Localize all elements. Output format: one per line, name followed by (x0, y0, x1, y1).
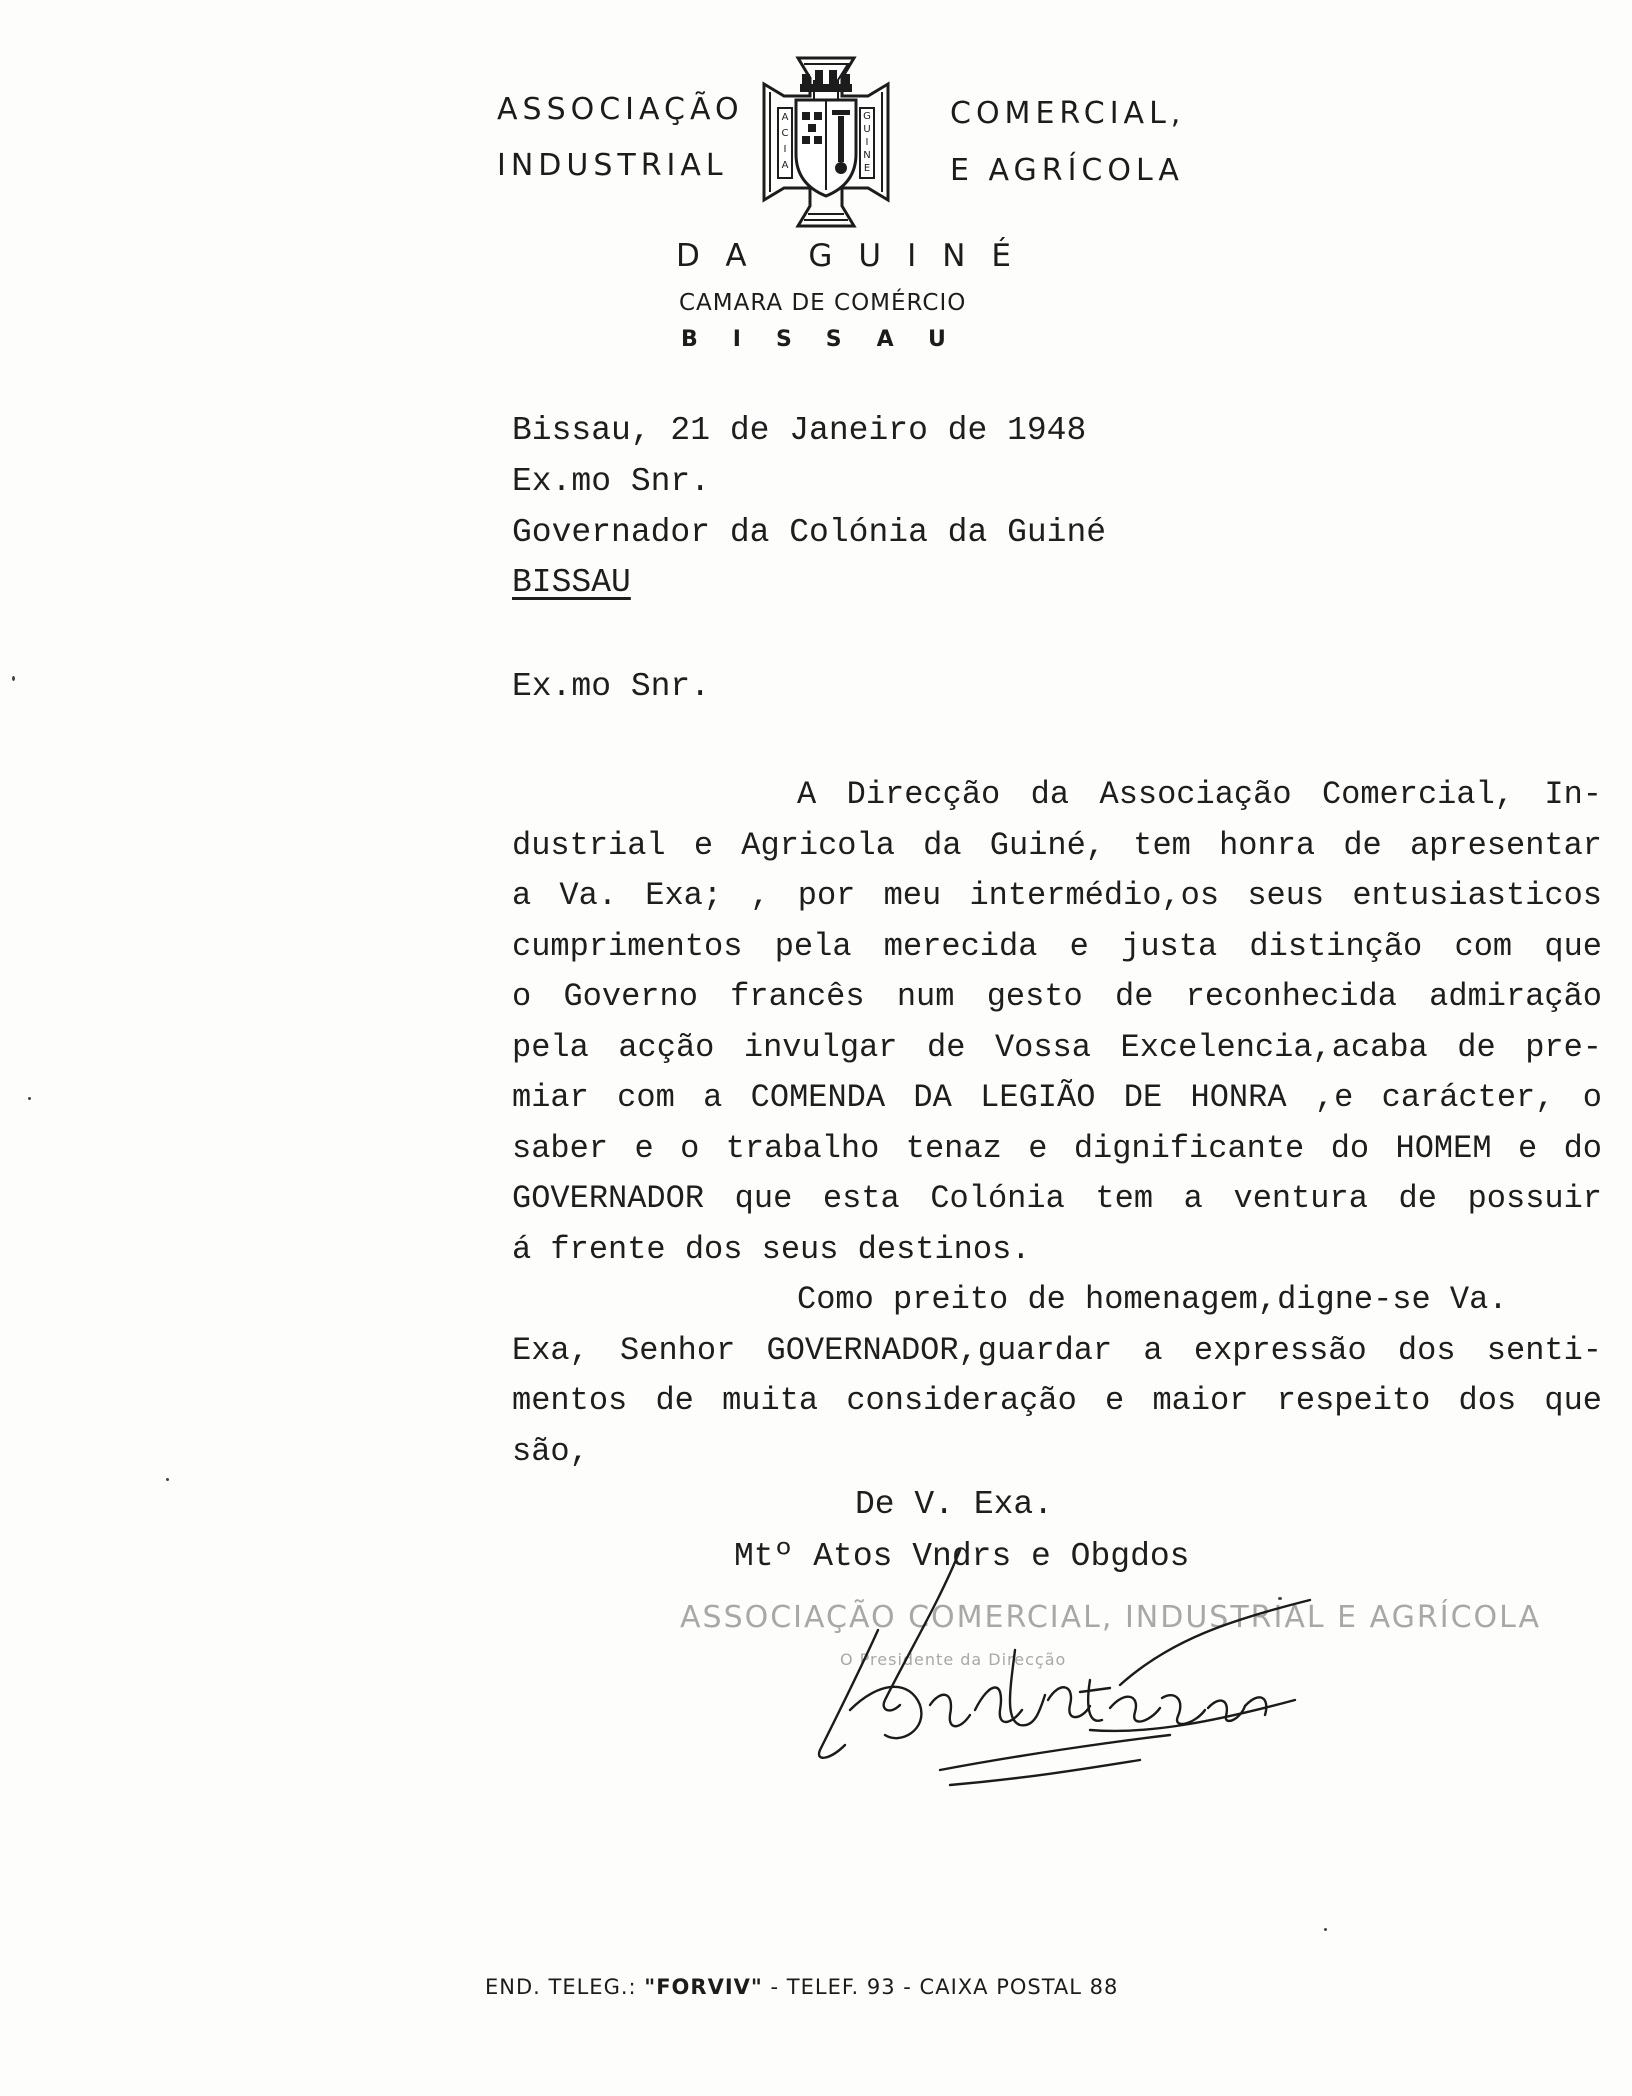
letterhead-left-line1: ASSOCIAÇÃO (497, 92, 744, 127)
svg-text:G: G (863, 111, 871, 122)
paper-speck (1278, 1597, 1282, 1600)
footer-rest: - TELEF. 93 - CAIXA POSTAL 88 (762, 1975, 1119, 1999)
footer-telegraph-code: "FORVIV" (644, 1975, 763, 1999)
body-line: A Direcção da Associação Comercial, In- (797, 776, 1602, 813)
body-line: GOVERNADOR que esta Colónia tem a ventura de possuir (512, 1180, 1602, 1217)
body-line: dustrial e Agricola da Guiné, tem honra de apresentar (512, 826, 1602, 864)
closing-line-1: De V. Exa. (855, 1486, 1054, 1523)
body-line: são, (512, 1432, 589, 1470)
footer-contact (485, 1975, 1118, 1999)
body-line: Exa, Senhor GOVERNADOR,guardar a expressão dos senti- (512, 1331, 1602, 1369)
body-line: miar com a COMENDA DA LEGIÃO DE HONRA ,e carácter, o (512, 1079, 1602, 1116)
paper-speck (166, 1478, 169, 1481)
letterhead-right-line2: E AGRÍCOLA (950, 153, 1184, 188)
body-line: á frente dos seus destinos. (512, 1230, 1031, 1268)
letterhead-right-line1: COMERCIAL, (950, 96, 1186, 131)
svg-text:I: I (783, 144, 787, 155)
paper-speck (12, 676, 15, 681)
body-line: o Governo francês num gesto de reconhecida admiração (512, 978, 1602, 1015)
letterhead-city: BISSAU (681, 327, 981, 352)
recipient: Governador da Colónia da Guiné (512, 514, 1107, 551)
paper-speck (28, 1097, 31, 1100)
body-line: a Va. Exa; , por meu intermédio,os seus entusiasticos (512, 877, 1602, 914)
body-line: saber e o trabalho tenaz e dignificante do HOMEM e do (512, 1129, 1602, 1167)
body-line: Como preito de homenagem,digne-se Va. (797, 1281, 1508, 1318)
letterhead-chamber: CAMARA DE COMÉRCIO (679, 290, 967, 316)
closing-line-2: Mtº Atos Vndrs e Obgdos (734, 1538, 1190, 1575)
letterhead-left-line2: INDUSTRIAL (497, 148, 728, 183)
handwritten-signature (790, 1530, 1330, 1810)
body-paragraph-1 (512, 770, 1602, 1275)
body-line: cumprimentos pela merecida e justa distinção com que (512, 927, 1602, 965)
date-line: Bissau, 21 de Janeiro de 1948 (512, 412, 1087, 449)
svg-text:C: C (781, 128, 789, 139)
recipient-city: BISSAU (512, 564, 631, 601)
footer-prefix: END. TELEG.: (485, 1975, 645, 1999)
svg-text:E: E (863, 163, 871, 174)
paper-speck (1324, 1928, 1327, 1931)
body-line: mentos de muita consideração e maior respeito dos que (512, 1382, 1602, 1419)
svg-text:A: A (781, 112, 789, 123)
svg-text:A: A (781, 160, 789, 171)
greeting: Ex.mo Snr. (512, 668, 711, 705)
salutation-short: Ex.mo Snr. (512, 463, 711, 500)
svg-text:U: U (863, 124, 871, 135)
coat-of-arms-cross-icon (738, 56, 914, 228)
letterhead-region: DA GUINÉ (676, 238, 1038, 274)
association-stamp: ASSOCIAÇÃO COMERCIAL, INDUSTRIAL E AGRÍCOLA (680, 1600, 1542, 1635)
svg-text:I: I (865, 137, 869, 148)
body-line: pela acção invulgar de Vossa Excelencia,acaba de pre- (512, 1028, 1602, 1066)
association-stamp-subtext: O Presidente da Direcção (840, 1650, 1067, 1669)
body-paragraph-2 (512, 1275, 1602, 1477)
svg-text:N: N (863, 150, 871, 161)
